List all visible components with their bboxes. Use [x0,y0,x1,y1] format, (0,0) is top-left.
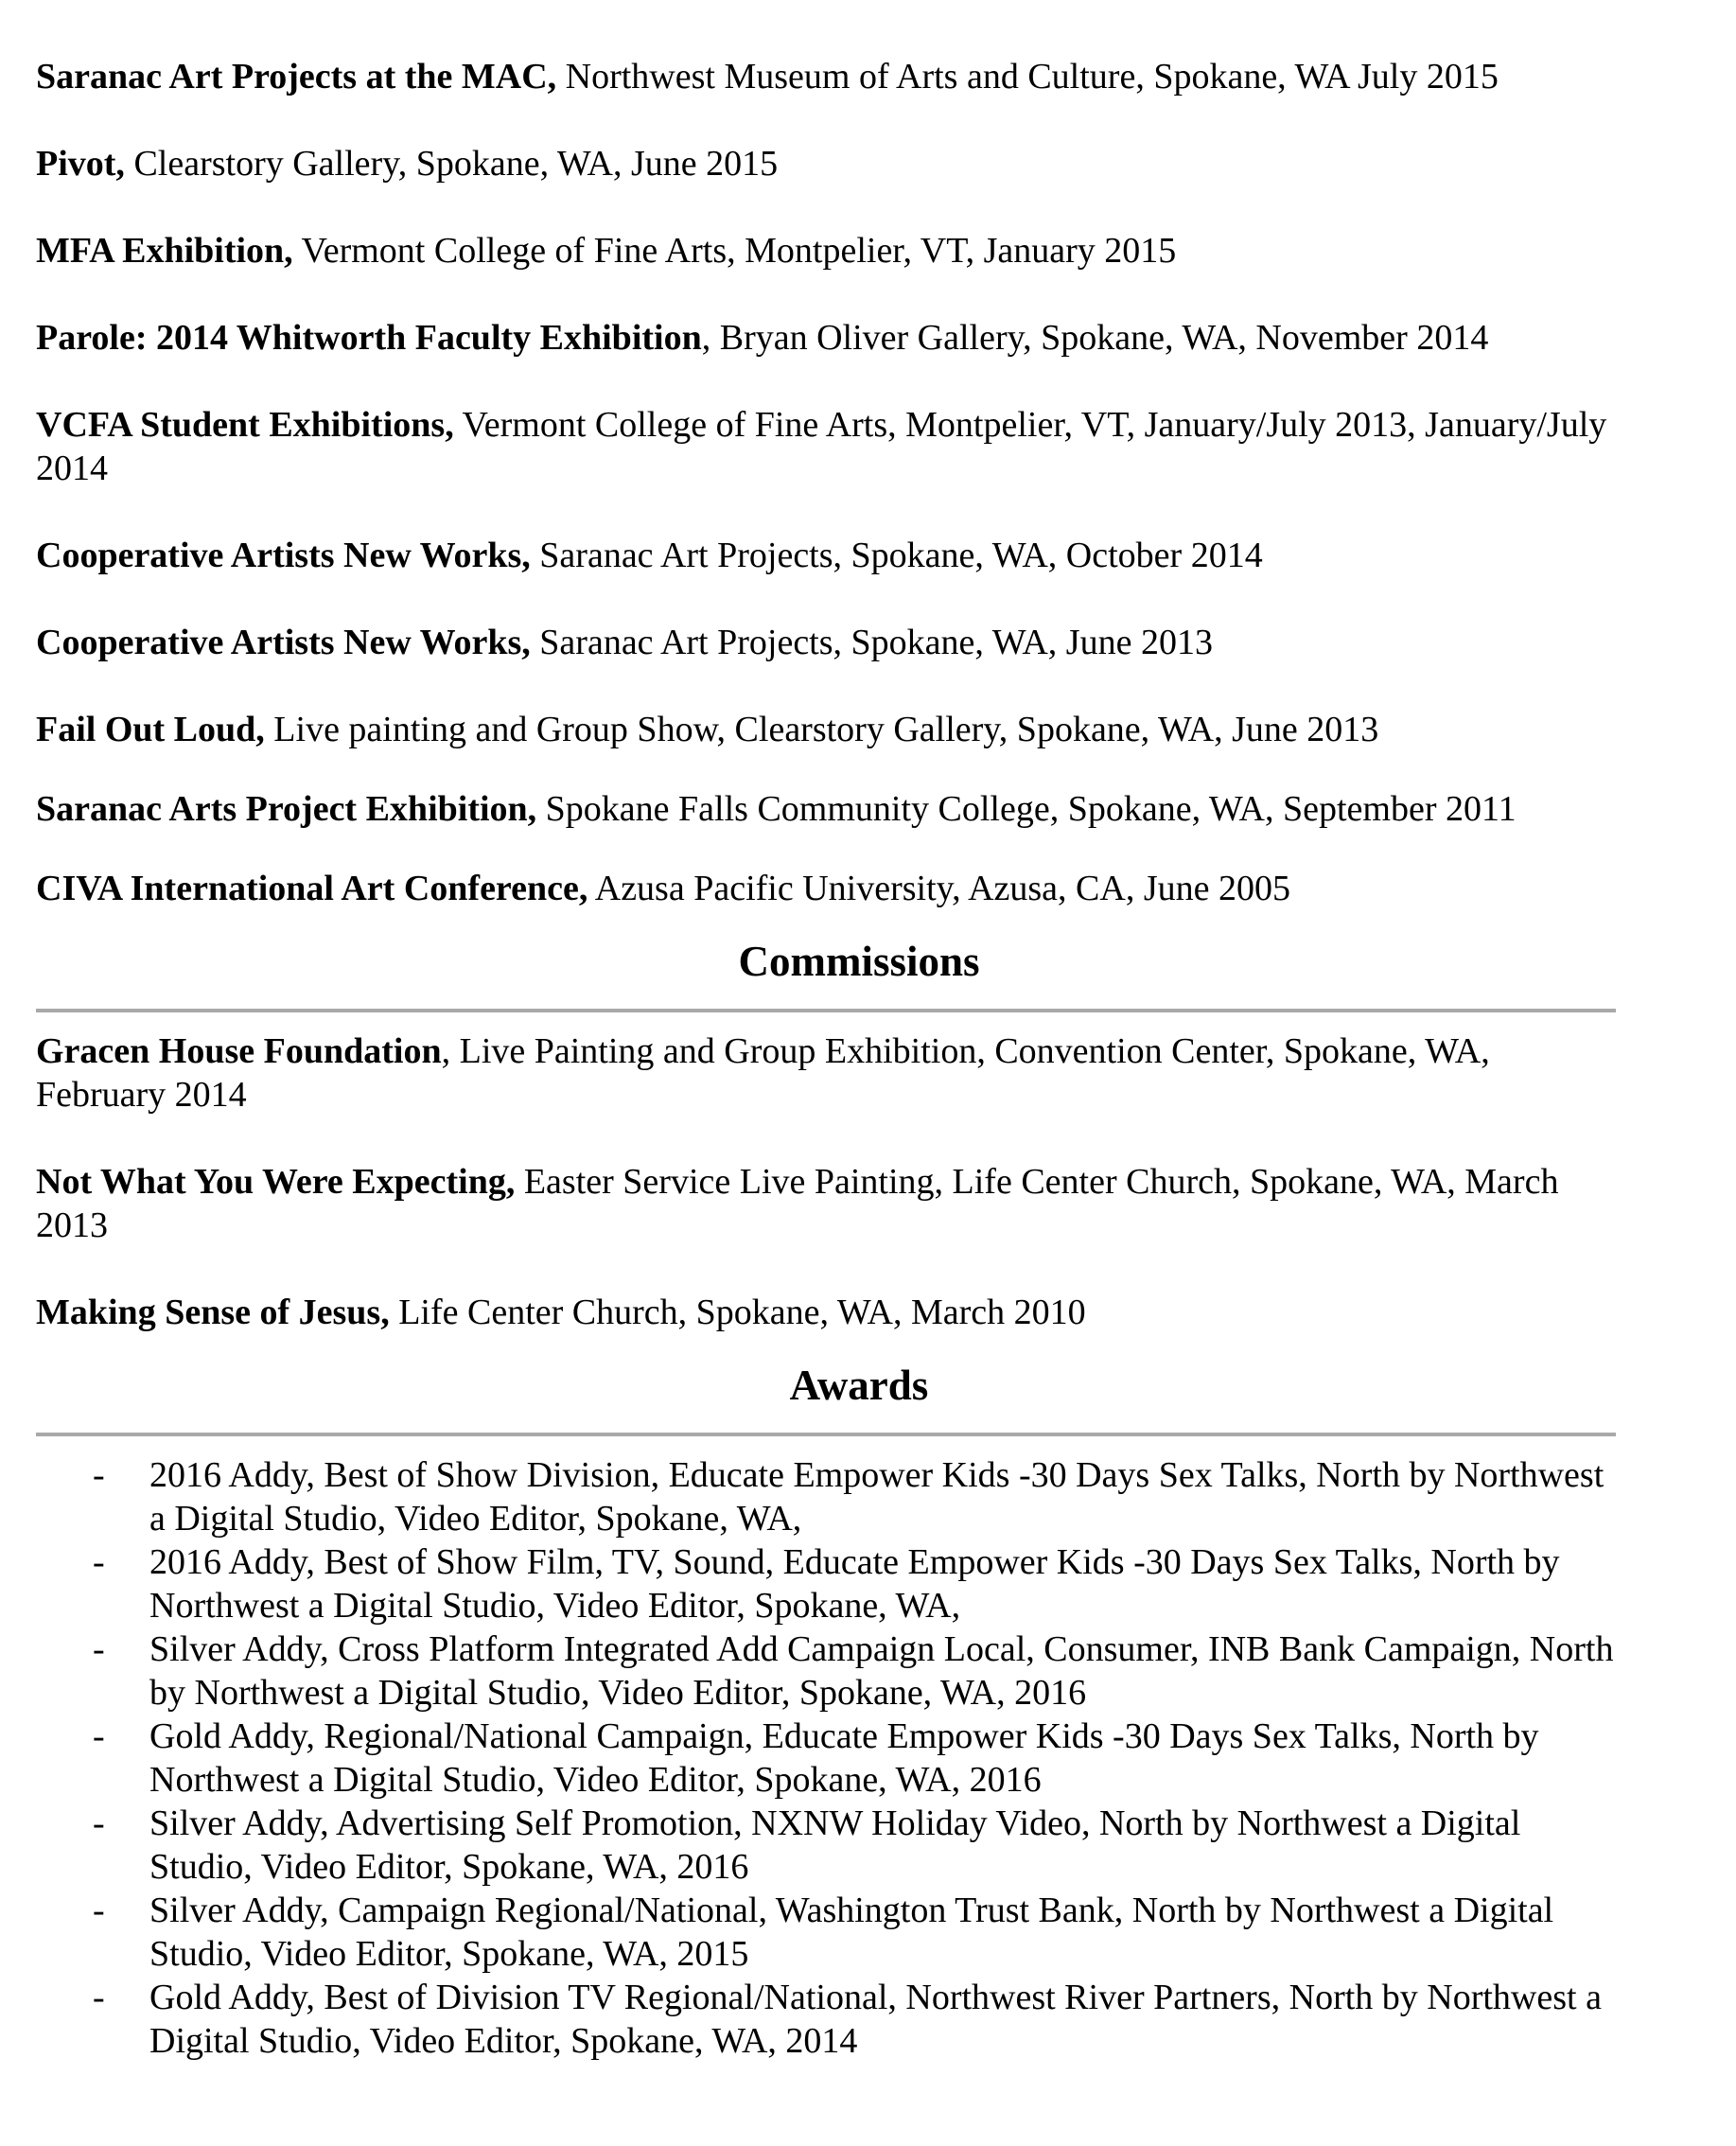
exhibition-detail: Northwest Museum of Arts and Culture, Spokane, WA July 2015 [556,57,1499,97]
commission-entry [36,1029,1616,1117]
exhibition-detail: Saranac Art Projects, Spokane, WA, October 2014 [530,536,1263,575]
exhibition-list [36,55,1616,910]
exhibition-title: VCFA Student Exhibitions, [36,405,454,445]
award-item [36,1627,1616,1715]
commission-title: Not What You Were Expecting, [36,1162,516,1202]
commission-title: Gracen House Foundation [36,1031,442,1071]
exhibition-detail: Vermont College of Fine Arts, Montpelier, VT, January/July 2013, January/July 2014 [36,405,1607,488]
exhibition-entry [36,534,1616,577]
award-item [36,1889,1616,1976]
award-item [36,1540,1616,1627]
award-text: Silver Addy, Advertising Self Promotion, NXNW Holiday Video, North by Northwest a Digital Studio, Video Editor, Spokane, WA, 2016 [149,1803,1521,1887]
exhibition-entry [36,621,1616,664]
exhibition-title: CIVA International Art Conference, [36,869,588,908]
bullet-dash: - [93,1542,105,1582]
commissions-list [36,1029,1616,1334]
awards-list [36,1453,1616,2063]
award-item [36,1976,1616,2063]
exhibition-entry [36,55,1616,98]
bullet-dash: - [93,1803,105,1843]
award-text: 2016 Addy, Best of Show Film, TV, Sound, Educate Empower Kids -30 Days Sex Talks, North by Northwest a Digital Studio, Video Editor, Spokane, WA, [149,1542,1560,1626]
award-item [36,1715,1616,1802]
exhibition-title: Fail Out Loud, [36,710,265,749]
commission-entry [36,1160,1616,1247]
commission-detail: Life Center Church, Spokane, WA, March 2010 [389,1293,1086,1332]
award-item [36,1802,1616,1889]
bullet-dash: - [93,1716,105,1756]
exhibition-entry [36,403,1616,490]
exhibition-detail: Spokane Falls Community College, Spokane, WA, September 2011 [536,789,1517,829]
exhibition-entry [36,708,1616,751]
section-divider [36,1433,1616,1436]
commissions-heading: Commissions [738,938,980,985]
award-item [36,1453,1616,1540]
bullet-dash: - [93,1978,105,2017]
commission-entry [36,1291,1616,1334]
exhibition-detail: Clearstory Gallery, Spokane, WA, June 2015 [124,144,779,184]
exhibition-detail: Vermont College of Fine Arts, Montpelier, VT, January 2015 [292,231,1177,271]
exhibition-entry [36,867,1616,910]
section-divider [36,1009,1616,1012]
exhibition-entry [36,316,1616,360]
exhibition-detail: Live painting and Group Show, Clearstory Gallery, Spokane, WA, June 2013 [264,710,1379,749]
award-text: Gold Addy, Best of Division TV Regional/National, Northwest River Partners, North by Northwest a Digital Studio, Video Editor, Spokane, WA, 2014 [149,1978,1602,2061]
exhibition-title: Saranac Arts Project Exhibition, [36,789,537,829]
exhibition-detail: Azusa Pacific University, Azusa, CA, June 2005 [587,869,1290,908]
exhibition-detail: , Bryan Oliver Gallery, Spokane, WA, November 2014 [701,318,1489,358]
award-text: Silver Addy, Cross Platform Integrated Add Campaign Local, Consumer, INB Bank Campaign, North by Northwest a Digital Studio, Video Editor, Spokane, WA, 2016 [149,1629,1614,1713]
exhibition-entry [36,787,1616,831]
document-page [36,55,1616,2063]
award-text: 2016 Addy, Best of Show Division, Educate Empower Kids -30 Days Sex Talks, North by Northwest a Digital Studio, Video Editor, Spokane, WA, [149,1455,1604,1539]
bullet-dash: - [93,1629,105,1669]
award-text: Gold Addy, Regional/National Campaign, Educate Empower Kids -30 Days Sex Talks, North by Northwest a Digital Studio, Video Editor, Spokane, WA, 2016 [149,1716,1539,1800]
exhibition-entry [36,142,1616,185]
exhibition-title: Saranac Art Projects at the MAC, [36,57,557,97]
awards-heading: Awards [789,1362,929,1409]
exhibition-title: MFA Exhibition, [36,231,293,271]
commission-detail: , Live Painting and Group Exhibition, Convention Center, Spokane, WA, February 2014 [36,1031,1490,1115]
commission-title: Making Sense of Jesus, [36,1293,390,1332]
bullet-dash: - [93,1455,105,1495]
exhibition-title: Cooperative Artists New Works, [36,536,531,575]
exhibition-title: Parole: 2014 Whitworth Faculty Exhibition [36,318,702,358]
exhibition-entry [36,229,1616,273]
exhibition-title: Cooperative Artists New Works, [36,623,531,662]
exhibition-title: Pivot, [36,144,125,184]
award-text: Silver Addy, Campaign Regional/National, Washington Trust Bank, North by Northwest a Digital Studio, Video Editor, Spokane, WA, 2015 [149,1891,1554,1974]
bullet-dash: - [93,1891,105,1930]
commission-detail: Easter Service Live Painting, Life Center Church, Spokane, WA, March 2013 [36,1162,1559,1245]
exhibition-detail: Saranac Art Projects, Spokane, WA, June 2013 [530,623,1213,662]
